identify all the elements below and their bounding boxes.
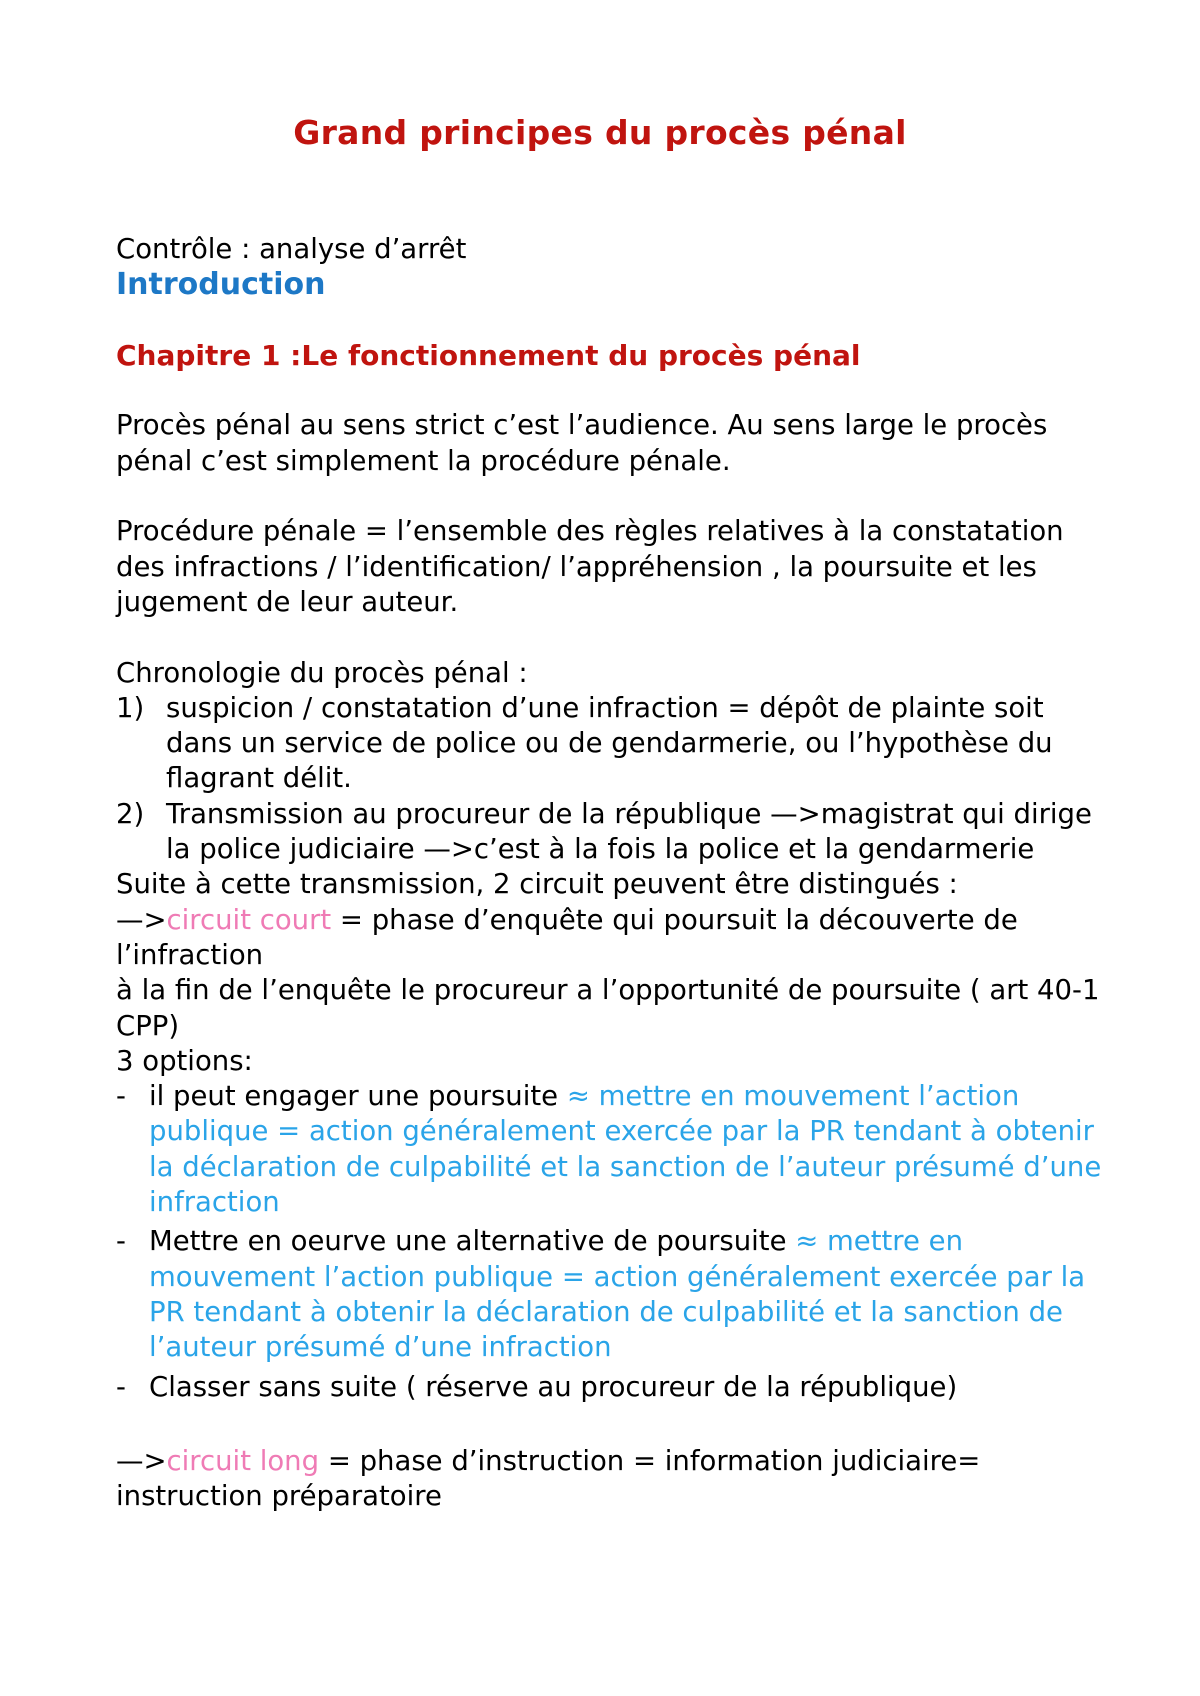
paragraph-proces-penal: Procès pénal au sens strict c’est l’audience. Au sens large le procès pénal c’est simplement la procédure pénale. bbox=[116, 409, 1048, 477]
circuit-long-label: circuit long bbox=[166, 1445, 320, 1478]
circuit-court-label: circuit court bbox=[166, 903, 332, 936]
chronology-item-text: Transmission au procureur de la république —>magistrat qui dirige la police judiciaire —>c’est à la fois la police et la gendarmerie bbox=[166, 797, 1092, 866]
chronology-heading: Chronologie du procès pénal : bbox=[116, 656, 528, 689]
option-item bbox=[116, 1224, 1116, 1365]
arrow-text: —> bbox=[116, 903, 167, 936]
options-list bbox=[116, 1079, 1116, 1405]
chapter-heading: Chapitre 1 :Le fonctionnement du procès pénal bbox=[116, 338, 861, 372]
option-text: il peut engager une poursuite bbox=[149, 1080, 567, 1113]
option-text: Classer sans suite ( réserve au procureur de la république) bbox=[149, 1370, 958, 1403]
circuit-long-definition: = phase d’instruction = information judiciaire= instruction préparatoire bbox=[116, 1445, 981, 1513]
fin-enquete-line: à la fin de l’enquête le procureur a l’opportunité de poursuite ( art 40-1 CPP) bbox=[116, 974, 1100, 1042]
paragraph-procedure-penale: Procédure pénale = l’ensemble des règles relatives à la constatation des infractions / l’identification/ l’appréhension , la poursuite et les jugement de leur auteur. bbox=[116, 515, 1064, 618]
chronology-item bbox=[116, 691, 1116, 797]
controle-line: Contrôle : analyse d’arrêt bbox=[116, 233, 467, 265]
option-dash: - bbox=[116, 1370, 126, 1403]
chronology-list bbox=[116, 691, 1116, 867]
option-item bbox=[116, 1370, 1116, 1405]
chronology-item-number: 2) bbox=[116, 797, 145, 830]
circuit-long-line bbox=[116, 1444, 1116, 1515]
document-body bbox=[116, 232, 1116, 1515]
suite-line: Suite à cette transmission, 2 circuit peuvent être distingués : bbox=[116, 868, 958, 901]
arrow-text: —> bbox=[116, 1445, 167, 1478]
document-title: Grand principes du procès pénal bbox=[293, 113, 907, 152]
introduction-heading: Introduction bbox=[116, 267, 326, 303]
options-heading: 3 options: bbox=[116, 1044, 253, 1077]
circuit-court-definition: = phase d’enquête qui poursuit la découverte de l’infraction bbox=[116, 903, 1018, 971]
option-dash: - bbox=[116, 1225, 126, 1258]
chronology-item bbox=[116, 797, 1116, 868]
option-definition: ≈ mettre en mouvement l’action publique = action généralement exercée par la PR tendant à obtenir la déclaration de culpabilité et la sanction de l’auteur présumé d’une infraction bbox=[149, 1225, 1086, 1364]
chronology-item-text: suspicion / constatation d’une infraction = dépôt de plainte soit dans un service de police ou de gendarmerie, ou l’hypothèse du flagrant délit. bbox=[166, 691, 1053, 795]
option-item bbox=[116, 1079, 1116, 1220]
option-definition: ≈ mettre en mouvement l’action publique = action généralement exercée par la PR tendant à obtenir la déclaration de culpabilité et la sanction de l’auteur présumé d’une infraction bbox=[149, 1080, 1102, 1219]
option-text: Mettre en oeurve une alternative de poursuite bbox=[149, 1225, 796, 1258]
circuit-court-line bbox=[116, 903, 1116, 974]
chronology-item-number: 1) bbox=[116, 691, 145, 724]
option-dash: - bbox=[116, 1080, 126, 1113]
